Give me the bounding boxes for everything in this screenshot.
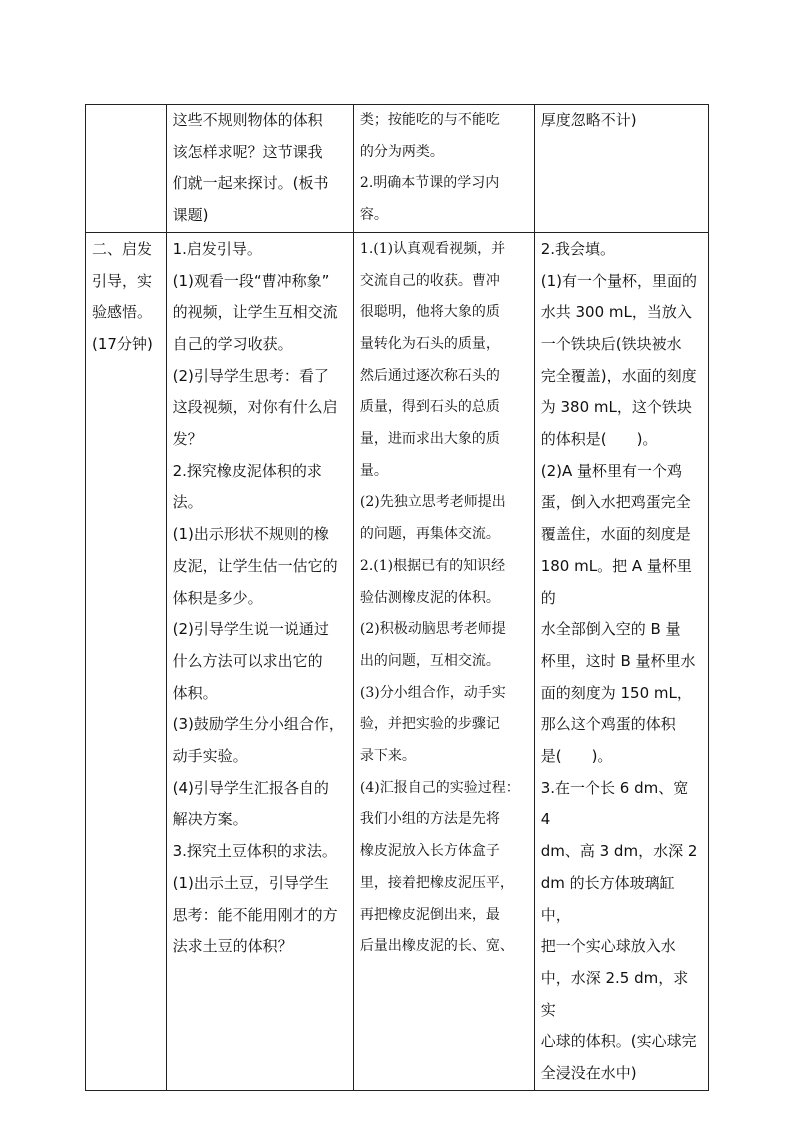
teacher-activity-cell [166, 105, 353, 233]
stage-cell [86, 105, 167, 233]
practice-cell [534, 232, 708, 1090]
stage-text: 二、启发 引导，实 验感悟。 (17分钟) [92, 239, 153, 353]
teacher-activity-cell [166, 232, 353, 1090]
teacher-activity-text: 这些不规则物体的体积 该怎样求呢？这节课我 们就一起来探讨。(板书 课题) [172, 111, 329, 225]
student-activity-text: 1.(1)认真观看视频，并 交流自己的收获。曹冲 很聪明，他将大象的质 量转化为石头的质量， 然后通过逐次称石头的 质量，得到石头的总质 量，进而求出大象的质 量。 (2)先独立思考老师提出 的问题，再集体交流。 2.(1)根据已有的知识经 验估测橡皮泥的体积。 (2)积极动脑思考老师提 出的问题，互相交流。 (3)分小组合作，动手实 验，并把实验的步骤记 录下来。 (4)汇报自己的实验过程： 我们小组的方法是先将 橡皮泥放入长方体盒子 里，接着把橡皮泥压平， 再把橡皮泥倒出来，最 后量出橡皮泥的长、宽、 [359, 240, 520, 955]
stage-cell [86, 232, 167, 1090]
lesson-plan-table [85, 104, 709, 1091]
student-activity-cell [353, 105, 534, 233]
practice-text: 厚度忽略不计) [540, 111, 637, 129]
table-row [86, 232, 709, 1090]
table-row [86, 105, 709, 233]
teacher-activity-text: 1.启发引导。 (1)观看一段“曹冲称象” 的视频，让学生互相交流 自己的学习收获。 (2)引导学生思考：看了 这段视频，对你有什么启 发？ 2.探究橡皮泥体积的求 法。 (1)出示形状不规则的橡 皮泥，让学生估一估它的 体积是多少。 (2)引导学生说一说通过 什么方法可以求出它的 体积。 (3)鼓励学生分小组合作， 动手实验。 (4)引导学生汇报各自的 解决方案。 3.探究土豆体积的求法。 (1)出示土豆，引导学生 思考：能不能用刚才的方 法求土豆的体积？ [172, 239, 344, 956]
student-activity-cell [353, 232, 534, 1090]
practice-cell [534, 105, 708, 233]
student-activity-text: 类；按能吃的与不能吃 的分为两类。 2.明确本节课的学习内 容。 [359, 112, 500, 224]
practice-text: 2.我会填。 (1)有一个量杯，里面的 水共 300 mL，当放入 一个铁块后(铁块被水 完全覆盖)，水面的刻度 为 380 mL，这个铁块 的体积是( )。 (2)A 量杯里有一个鸡 蛋，倒入水把鸡蛋完全 覆盖住，水面的刻度是 180 mL。把 A 量杯里的 水全部倒入空的 B 量 杯里，这时 B 量杯里水 面的刻度为 150 mL， 那么这个鸡蛋的体积 是( )。 3.在一个长 6 dm、宽 4 dm、高 3 dm，水深 2 dm 的长方体玻璃缸中， 把一个实心球放入水 中，水深 2.5 dm，求实 心球的体积。(实心球完 全浸没在水中) [540, 239, 698, 1083]
